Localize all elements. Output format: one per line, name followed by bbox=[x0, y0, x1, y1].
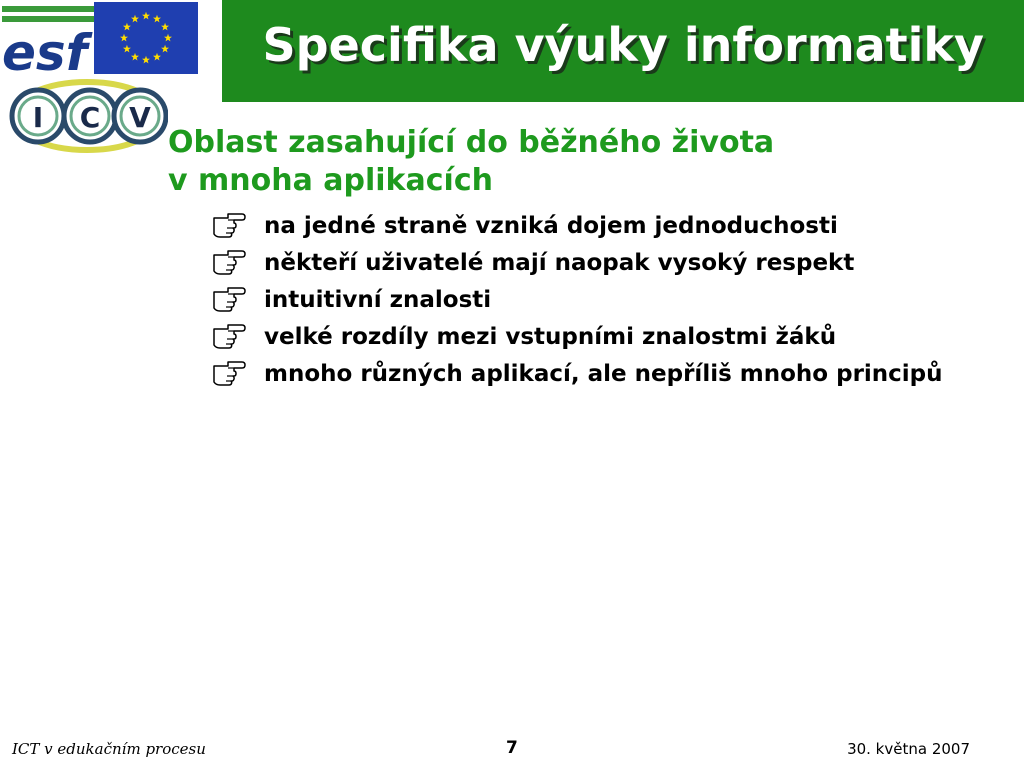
bullet-item bbox=[212, 319, 1018, 356]
bullet-text: mnoho různých aplikací, ale nepříliš mnoho principů bbox=[264, 361, 943, 387]
bullet-list bbox=[168, 208, 1018, 393]
pointing-hand-icon bbox=[212, 282, 246, 312]
heading-line-2: v mnoha aplikacích bbox=[168, 163, 493, 198]
pointing-hand-icon bbox=[212, 245, 246, 275]
heading-line-1: Oblast zasahující do běžného života bbox=[168, 125, 775, 160]
slide-content bbox=[168, 124, 1018, 393]
esf-logo bbox=[0, 0, 100, 78]
esf-logo-text: esf bbox=[2, 24, 88, 78]
bullet-item bbox=[212, 208, 1018, 245]
pointing-hand-icon bbox=[212, 356, 246, 386]
bullet-item bbox=[212, 282, 1018, 319]
bullet-text: intuitivní znalosti bbox=[264, 287, 492, 313]
eu-flag-icon bbox=[94, 2, 198, 74]
icv-letter-c: C bbox=[79, 101, 101, 134]
bullet-text: na jedné straně vzniká dojem jednoduchosti bbox=[264, 213, 838, 239]
bullet-item bbox=[212, 245, 1018, 282]
bullet-text: velké rozdíly mezi vstupními znalostmi žáků bbox=[264, 324, 837, 350]
pointing-hand-icon bbox=[212, 319, 246, 349]
footer-course-name: ICT v edukačním procesu bbox=[12, 740, 206, 758]
icv-letter-v: V bbox=[129, 101, 151, 134]
bullet-item bbox=[212, 356, 1018, 393]
pointing-hand-icon bbox=[212, 208, 246, 238]
icv-logo bbox=[6, 74, 168, 158]
icv-letter-i: I bbox=[32, 101, 44, 134]
footer-date: 30. května 2007 bbox=[847, 740, 970, 758]
footer-page-number: 7 bbox=[506, 738, 518, 758]
bullet-text: někteří uživatelé mají naopak vysoký respekt bbox=[264, 250, 855, 276]
slide-title: Specifika výuky informatiky bbox=[262, 18, 984, 72]
title-bar bbox=[222, 0, 1024, 102]
